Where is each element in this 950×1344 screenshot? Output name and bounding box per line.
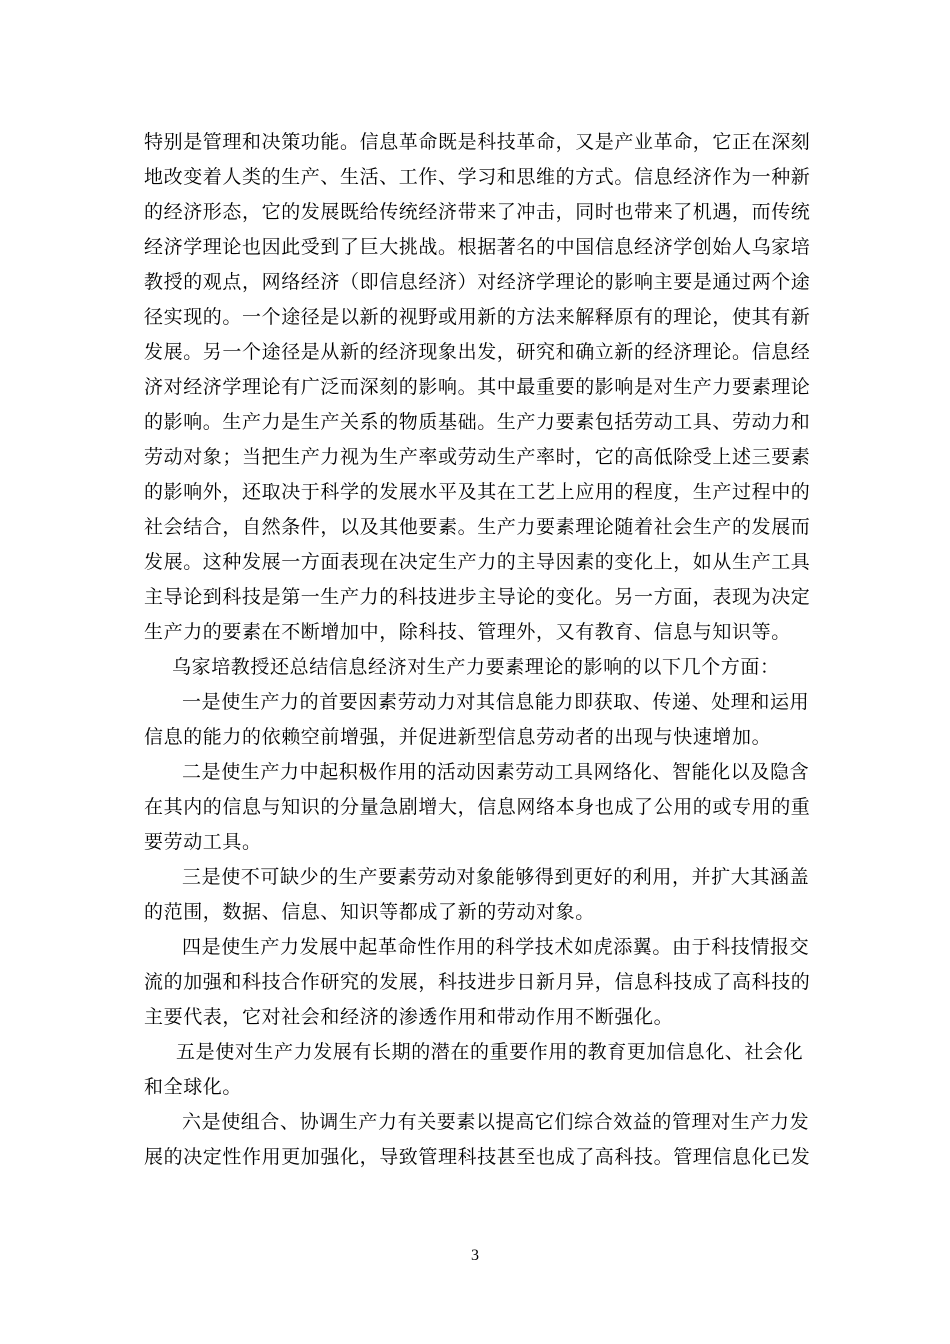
text-line: 济对经济学理论有广泛而深刻的影响。其中最重要的影响是对生产力要素理论 [144, 376, 811, 398]
page-number: 3 [471, 1247, 479, 1264]
text-line: 生产力的要素在不断增加中，除科技、管理外，又有教育、信息与知识等。 [144, 621, 791, 643]
text-line: 展的决定性作用更加强化，导致管理科技甚至也成了高科技。管理信息化已发 [144, 1146, 811, 1168]
text-line: 特别是管理和决策功能。信息革命既是科技革命，又是产业革命，它正在深刻 [144, 131, 811, 153]
paragraph-first-line: 三是使不可缺少的生产要素劳动对象能够得到更好的利用，并扩大其涵盖 [182, 866, 810, 888]
text-line: 在其内的信息与知识的分量急剧增大，信息网络本身也成了公用的或专用的重 [144, 796, 811, 818]
text-line: 的经济形态，它的发展既给传统经济带来了冲击，同时也带来了机遇，而传统 [144, 201, 811, 223]
text-line: 地改变着人类的生产、生活、工作、学习和思维的方式。信息经济作为一种新 [144, 166, 811, 188]
text-line: 发展。另一个途径是从新的经济现象出发，研究和确立新的经济理论。信息经 [144, 341, 811, 363]
paragraph-first-line: 二是使生产力中起积极作用的活动因素劳动工具网络化、智能化以及隐含 [182, 761, 810, 783]
text-line: 主导论到科技是第一生产力的科技进步主导论的变化。另一方面，表现为决定 [144, 586, 811, 608]
text-line: 经济学理论也因此受到了巨大挑战。根据著名的中国信息经济学创始人乌家培 [144, 236, 811, 258]
paragraph-first-line: 乌家培教授还总结信息经济对生产力要素理论的影响的以下几个方面： [172, 656, 780, 678]
text-line: 径实现的。一个途径是以新的视野或用新的方法来解释原有的理论，使其有新 [144, 306, 811, 328]
text-line: 发展。这种发展一方面表现在决定生产力的主导因素的变化上，如从生产工具 [144, 551, 811, 573]
text-line: 劳动对象；当把生产力视为生产率或劳动生产率时，它的高低除受上述三要素 [144, 446, 811, 468]
text-line: 的影响外，还取决于科学的发展水平及其在工艺上应用的程度，生产过程中的 [144, 481, 811, 503]
text-line: 教授的观点，网络经济（即信息经济）对经济学理论的影响主要是通过两个途 [144, 271, 811, 293]
paragraph-first-line: 四是使生产力发展中起革命性作用的科学技术如虎添翼。由于科技情报交 [182, 936, 810, 958]
text-line: 要劳动工具。 [144, 831, 262, 853]
paragraph-first-line: 一是使生产力的首要因素劳动力对其信息能力即获取、传递、处理和运用 [182, 691, 810, 713]
text-line: 主要代表，它对社会和经济的渗透作用和带动作用不断强化。 [144, 1006, 674, 1028]
text-line: 的范围，数据、信息、知识等都成了新的劳动对象。 [144, 901, 595, 923]
text-line: 信息的能力的依赖空前增强，并促进新型信息劳动者的出现与快速增加。 [144, 726, 772, 748]
paragraph-first-line: 五是使对生产力发展有长期的潜在的重要作用的教育更加信息化、社会化 [176, 1041, 804, 1063]
text-line: 和全球化。 [144, 1076, 243, 1098]
text-line: 社会结合，自然条件，以及其他要素。生产力要素理论随着社会生产的发展而 [144, 516, 811, 538]
text-line: 流的加强和科技合作研究的发展，科技进步日新月异，信息科技成了高科技的 [144, 971, 811, 993]
paragraph-first-line: 六是使组合、协调生产力有关要素以提高它们综合效益的管理对生产力发 [182, 1111, 810, 1133]
text-line: 的影响。生产力是生产关系的物质基础。生产力要素包括劳动工具、劳动力和 [144, 411, 811, 433]
